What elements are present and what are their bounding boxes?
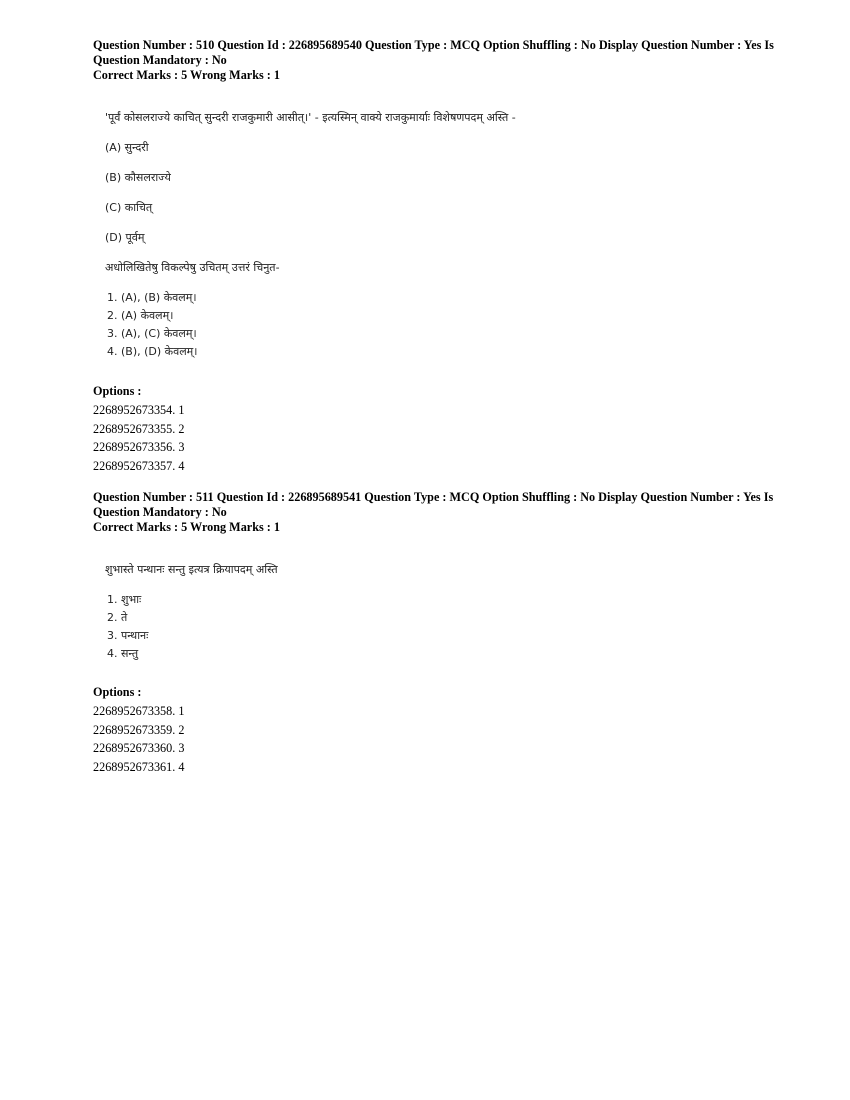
options-list — [93, 702, 773, 776]
option-line: 2268952673358. 1 — [93, 704, 185, 718]
choice-a: (A) सुन्दरी — [105, 141, 149, 154]
numbered-item: 1. (A), (B) केवलम्। — [107, 291, 197, 304]
options-title: Options : — [93, 685, 142, 699]
question-stem: शुभास्ते पन्थानः सन्तु इत्यत्र क्रियापदम् अस्ति — [105, 563, 278, 576]
options-list — [93, 401, 773, 475]
numbered-item: 3. पन्थानः — [107, 629, 149, 642]
numbered-item: 2. (A) केवलम्। — [107, 309, 174, 322]
option-line: 2268952673360. 3 — [93, 741, 185, 755]
question-meta-line1: Question Number : 510 Question Id : 226895689540 Question Type : MCQ Option Shuffling : No Display Question Number : Yes Is — [93, 38, 774, 52]
numbered-item: 4. सन्तु — [107, 647, 139, 660]
question-stem: 'पूर्वं कोसलराज्ये काचित् सुन्दरी राजकुमारी आसीत्।' - इत्यस्मिन् वाक्ये राजकुमार्याः विशेषणपदम् अस्ति - — [105, 111, 516, 124]
option-line: 2268952673359. 2 — [93, 722, 185, 737]
question-511 — [93, 490, 773, 776]
choice-b: (B) कौसलराज्ये — [105, 171, 171, 184]
question-510 — [93, 38, 773, 475]
option-line: 2268952673357. 4 — [93, 458, 185, 473]
marks-line: Correct Marks : 5 Wrong Marks : 1 — [93, 520, 280, 534]
numbered-item: 4. (B), (D) केवलम्। — [107, 345, 198, 358]
instruction-text: अधोलिखितेषु विकल्पेषु उचितम् उत्तरं चिनुत- — [105, 261, 280, 274]
numbered-item: 2. ते — [107, 611, 128, 624]
numbered-list — [93, 289, 773, 361]
numbered-item: 3. (A), (C) केवलम्। — [107, 327, 197, 340]
choice-d: (D) पूर्वम् — [105, 231, 145, 244]
option-line: 2268952673356. 3 — [93, 440, 185, 454]
question-meta-line1: Question Number : 511 Question Id : 226895689541 Question Type : MCQ Option Shuffling : No Display Question Number : Yes Is — [93, 490, 774, 504]
numbered-item: 1. शुभाः — [107, 593, 142, 606]
choice-c: (C) काचित् — [105, 201, 153, 214]
options-title: Options : — [93, 384, 142, 398]
question-meta-line2: Question Mandatory : No — [93, 53, 227, 67]
question-meta-line2: Question Mandatory : No — [93, 505, 227, 519]
question-meta — [93, 490, 773, 535]
numbered-list — [93, 591, 773, 663]
option-line: 2268952673354. 1 — [93, 403, 185, 417]
option-line: 2268952673355. 2 — [93, 421, 185, 436]
option-line: 2268952673361. 4 — [93, 759, 185, 774]
question-meta — [93, 38, 773, 83]
marks-line: Correct Marks : 5 Wrong Marks : 1 — [93, 68, 280, 82]
